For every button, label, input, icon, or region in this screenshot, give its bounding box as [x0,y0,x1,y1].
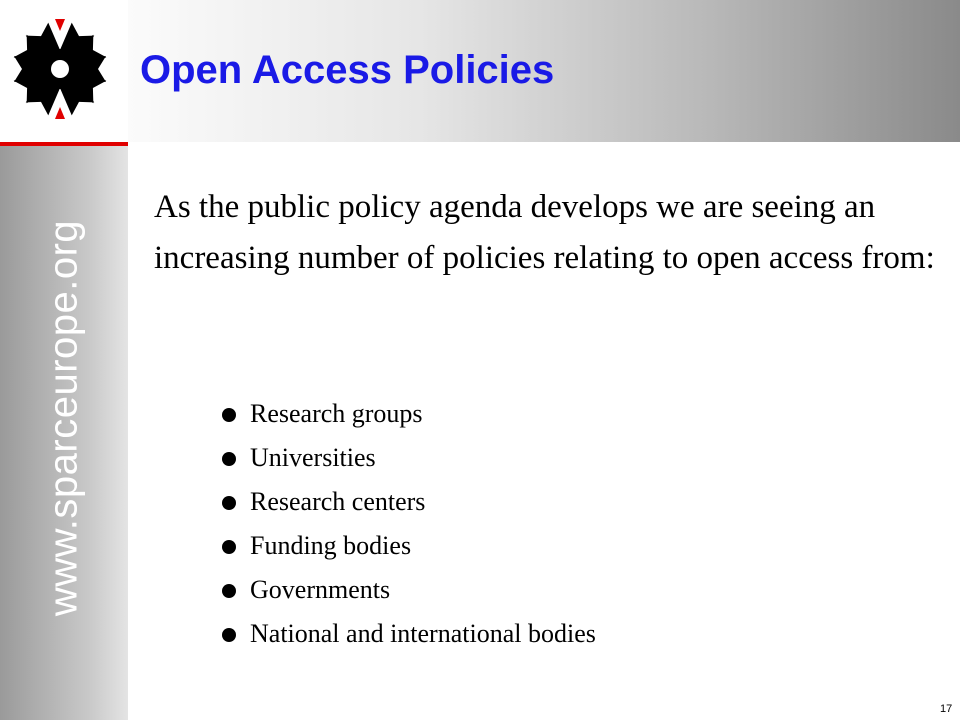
bullet-icon [222,584,236,598]
list-item-label: National and international bodies [250,619,596,648]
list-item-label: Research groups [250,399,423,428]
list-item-label: Governments [250,575,391,604]
sparc-starburst-logo-icon [0,4,128,134]
bullet-list [218,392,596,656]
bullet-icon [222,540,236,554]
logo-area [0,0,128,146]
list-item [218,568,596,612]
bullet-icon [222,408,236,422]
page-number: 17 [940,703,953,715]
list-item [218,392,596,436]
bullet-icon [222,628,236,642]
list-item-label: Research centers [250,487,426,516]
bullet-icon [222,496,236,510]
bullet-icon [222,452,236,466]
list-item [218,480,596,524]
list-item [218,436,596,480]
intro-paragraph: As the public policy agenda develops we are seeing an increasing number of policies relating to open access from: [154,189,935,276]
logo-accent-ray [55,107,65,119]
list-item-label: Universities [250,443,376,472]
list-item [218,524,596,568]
page-title: Open Access Policies [140,48,555,92]
side-url-text: www.sparceurope.org [41,219,86,617]
logo-accent-ray [55,19,65,31]
list-item-label: Funding bodies [250,531,412,560]
logo-center [51,60,69,78]
list-item [218,612,596,656]
